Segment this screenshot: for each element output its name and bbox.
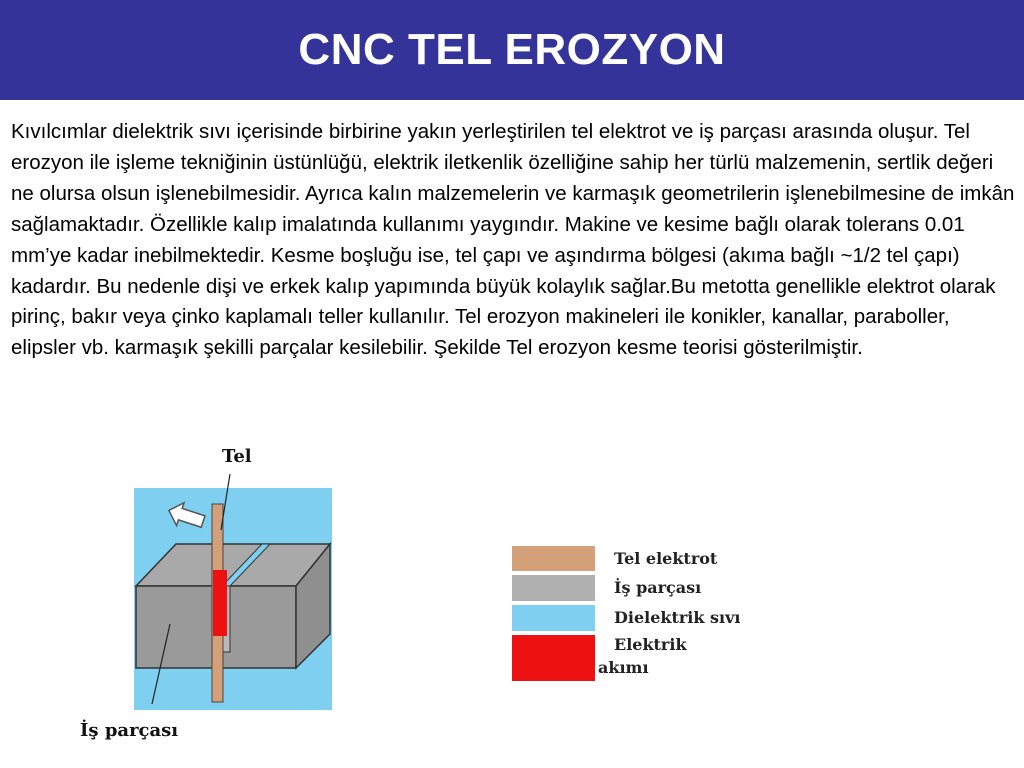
electric-current-zone — [213, 570, 227, 636]
wire-edm-diagram — [130, 440, 340, 750]
legend-label: Tel elektrot — [614, 549, 718, 568]
wire-label: Tel — [222, 446, 252, 467]
legend-label-line2: akımı — [598, 658, 649, 677]
legend-swatch-dielectric — [512, 605, 595, 631]
title-bar — [0, 0, 1024, 100]
legend-label: Elektrik — [614, 635, 687, 654]
legend-swatch-workpiece — [512, 575, 595, 601]
page-title: CNC TEL EROZYON — [298, 25, 726, 74]
legend-swatch-wire — [512, 546, 595, 571]
legend — [512, 546, 772, 686]
workpiece-label: İş parçası — [80, 720, 179, 741]
legend-label: Dielektrik sıvı — [614, 608, 741, 627]
legend-label: İş parçası — [614, 578, 702, 597]
body-paragraph: Kıvılcımlar dielektrik sıvı içerisinde birbirine yakın yerleştirilen tel elektrot ve iş parçası arasında oluşur. Tel erozyon ile işleme tekniğinin üstünlüğü, elektrik iletkenlik özelliğine sahip her türlü malzemenin, sertlik değeri ne olursa olsun işlenebilmesidir. Ayrıca kalın malzemelerin ve karmaşık geometrilerin işlenebilmesine de imkân sağlamaktadır. Özellikle kalıp imalatında kullanımı yaygındır. Makine ve kesime bağlı olarak tolerans 0.01 mm’ye kadar inebilmektedir. Kesme boşluğu ise, tel çapı ve aşındırma bölgesi (akıma bağlı ~1/2 tel çapı) kadardır. Bu nedenle dişi ve erkek kalıp yapımında büyük kolaylık sağlar.Bu metotta genellikle elektrot olarak pirinç, bakır veya çinko kaplamalı teller kullanılır. Tel erozyon makineleri ile konikler, kanallar, paraboller, elipsler vb. karmaşık şekilli parçalar kesilebilir. Şekilde Tel erozyon kesme teorisi gösterilmiştir. — [11, 120, 1015, 360]
wire-edm-figure — [80, 440, 340, 750]
legend-swatch-current — [512, 635, 595, 681]
